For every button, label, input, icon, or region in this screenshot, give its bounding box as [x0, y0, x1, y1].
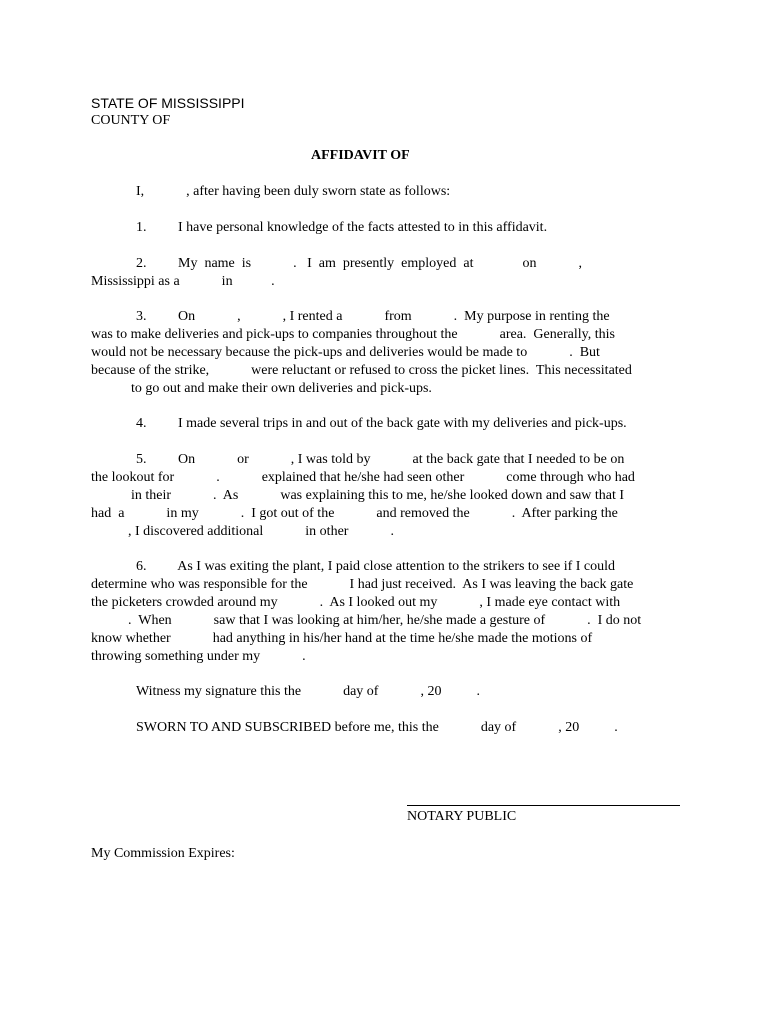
sworn-line: SWORN TO AND SUBSCRIBED before me, this the day of , 20 . — [136, 720, 618, 735]
paragraph-6-line-2: determine who was responsible for the I had just received. As I was leaving the back gate — [91, 577, 634, 592]
paragraph-6-line-1: 6. As I was exiting the plant, I paid close attention to the strikers to see if I could — [136, 559, 616, 574]
paragraph-3-line-3: would not be necessary because the pick-ups and deliveries would be made to . But — [91, 345, 600, 360]
notary-public-label: NOTARY PUBLIC — [407, 809, 517, 824]
paragraph-6-line-3: the picketers crowded around my . As I looked out my , I made eye contact with — [91, 595, 621, 610]
paragraph-1-line-1: 1. I have personal knowledge of the facts attested to in this affidavit. — [136, 220, 548, 235]
paragraph-4-line-1: 4. I made several trips in and out of the back gate with my deliveries and pick-ups. — [136, 416, 627, 431]
paragraph-3-line-5: to go out and make their own deliveries and pick-ups. — [131, 381, 432, 396]
paragraph-5-line-5: , I discovered additional in other . — [128, 524, 394, 539]
paragraph-2-line-1: 2. My name is . I am presently employed at on , — [136, 256, 582, 271]
paragraph-5-line-3: in their . As was explaining this to me, he/she looked down and saw that I — [131, 488, 625, 503]
commission-expires: My Commission Expires: — [91, 846, 235, 861]
county-heading: COUNTY OF — [91, 113, 171, 128]
paragraph-6-line-6: throwing something under my . — [91, 649, 306, 664]
paragraph-5-line-2: the lookout for . explained that he/she had seen other come through who had — [91, 470, 635, 485]
paragraph-3-line-2: was to make deliveries and pick-ups to companies throughout the area. Generally, this — [91, 327, 615, 342]
intro-statement: I, , after having been duly sworn state as follows: — [136, 184, 451, 199]
paragraph-5-line-1: 5. On or , I was told by at the back gate that I needed to be on — [136, 452, 625, 467]
paragraph-5-line-4: had a in my . I got out of the and removed the . After parking the — [91, 506, 618, 521]
paragraph-2-line-2: Mississippi as a in . — [91, 274, 275, 289]
notary-signature-line — [407, 805, 680, 806]
paragraph-3-line-4: because of the strike, were reluctant or refused to cross the picket lines. This necessitated — [91, 363, 632, 378]
state-heading: STATE OF MISSISSIPPI — [91, 95, 245, 111]
document-title: AFFIDAVIT OF — [311, 148, 410, 163]
paragraph-6-line-5: know whether had anything in his/her hand at the time he/she made the motions of — [91, 631, 593, 646]
paragraph-6-line-4: . When saw that I was looking at him/her, he/she made a gesture of . I do not — [128, 613, 642, 628]
witness-line: Witness my signature this the day of , 20 . — [136, 684, 480, 699]
paragraph-3-line-1: 3. On , , I rented a from . My purpose in renting the — [136, 309, 610, 324]
